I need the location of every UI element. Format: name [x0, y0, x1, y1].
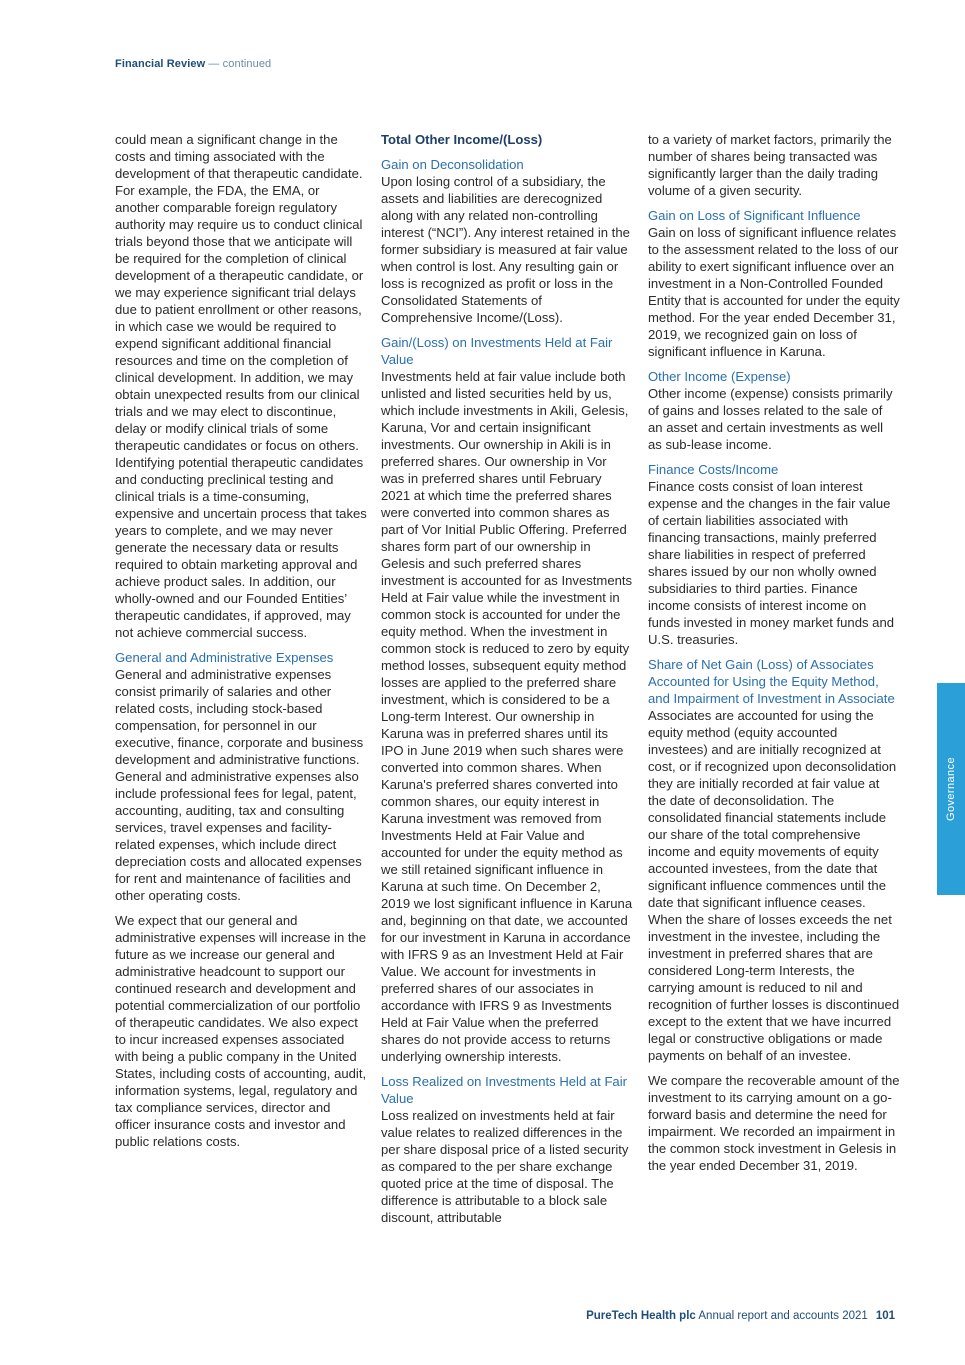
- column-right: [648, 131, 900, 1182]
- column-left: [115, 131, 367, 1158]
- paragraph: Other income (expense) consists primarily of gains and losses related to the sale of an asset and certain investments as well as sub-lease income.: [648, 386, 893, 452]
- header-continued: — continued: [205, 58, 272, 70]
- running-header: [115, 58, 271, 70]
- paragraph: Associates are accounted for using the equity method (equity accounted investees) and are initially recognized at cost, or if recognized upon deconsolidation they are initially recorded at fair value at the date of deconsolidation. The consolidated financial statements include our share of the total comprehensive income and equity movements of equity accounted investees, from the date that significant influence commences until the date that significant influence ceases. When the share of losses exceeds the net investment in the investee, including the investment in preferred shares that are considered Long-term Interests, the carrying amount is reduced to nil and recognition of further losses is discontinued except to the extent that we have incurred legal or constructive obligations or made payments on behalf of an investee.: [648, 708, 900, 1063]
- heading-other-income: Other Income (Expense): [648, 369, 791, 384]
- governance-side-tab[interactable]: [937, 683, 965, 895]
- heading-loss-realized: Loss Realized on Investments Held at Fair Value: [381, 1074, 627, 1106]
- heading-share-net-gain-associates: Share of Net Gain (Loss) of Associates Accounted for Using the Equity Method, and Impairment of Investment in Associate: [648, 657, 895, 706]
- footer-report-title: Annual report and accounts 2021: [695, 1310, 868, 1322]
- paragraph: We expect that our general and administrative expenses will increase in the future as we increase our general and administrative headcount to support our continued research and development and potential commercialization of our portfolio of therapeutic candidates. We also expect to incur increased expenses associated with being a public company in the United States, including costs of accounting, audit, information systems, legal, regulatory and tax compliance services, director and officer insurance costs and investor and public relations costs.: [115, 913, 367, 1149]
- page-number: 101: [875, 1310, 895, 1322]
- section-other-income: [648, 368, 900, 453]
- paragraph: Gain on loss of significant influence relates to the assessment related to the loss of our ability to exert significant influence over an investment in a Non-Controlled Founded Entity that is accounted for under the equity method. For the year ended December 31, 2019, we recognized gain on loss of significant influence in Karuna.: [648, 225, 900, 359]
- header-section-title: Financial Review: [115, 58, 206, 70]
- section-finance: [648, 461, 900, 648]
- section-loss-realized: [381, 1073, 633, 1226]
- side-tab-label: Governance: [945, 757, 957, 821]
- paragraph: We compare the recoverable amount of the investment to its carrying amount on a go-forward basis and determine the need for impairment. We recorded an impairment in the common stock investment in Gelesis in the year ended December 31, 2019.: [648, 1073, 900, 1173]
- page-footer: [586, 1310, 895, 1322]
- heading-gain-deconsolidation: Gain on Deconsolidation: [381, 157, 524, 172]
- heading-gain-loss-fair-value: Gain/(Loss) on Investments Held at Fair Value: [381, 335, 613, 367]
- footer-company: PureTech Health plc: [586, 1310, 696, 1322]
- heading-gain-loss-significant-influence: Gain on Loss of Significant Influence: [648, 208, 861, 223]
- section-fair-value: [381, 334, 633, 1065]
- paragraph: to a variety of market factors, primarily the number of shares being transacted was significantly larger than the daily trading volume of a given security.: [648, 132, 892, 198]
- paragraph: Loss realized on investments held at fair value relates to realized differences in the per share disposal price of a listed security as compared to the per share exchange quoted price at the time of disposal. The difference is attributable to a block sale discount, attributable: [381, 1108, 629, 1225]
- section-significant-influence: [648, 207, 900, 360]
- section-deconsolidation: [381, 156, 633, 326]
- paragraph: General and administrative expenses consist primarily of salaries and other related costs, including stock-based compensation, for personnel in our executive, finance, corporate and business development and administrative functions. General and administrative expenses also include professional fees for legal, patent, accounting, auditing, tax and consulting services, travel expenses and facility-related expenses, which include direct depreciation costs and allocated expenses for rent and maintenance of facilities and other operating costs.: [115, 667, 364, 903]
- paragraph: Upon losing control of a subsidiary, the assets and liabilities are derecognized along with any related non-controlling interest (“NCI”). Any interest retained in the former subsidiary is measured at fair value when control is lost. Any resulting gain or loss is recognized as profit or loss in the Consolidated Statements of Comprehensive Income/(Loss).: [381, 174, 630, 325]
- paragraph: Investments held at fair value include both unlisted and listed securities held by us, which include investments in Akili, Gelesis, Karuna, Vor and certain insignificant investments. Our ownership in Akili is in preferred shares. Our ownership in Vor was in preferred shares until February 2021 at which time the preferred shares were converted into common shares as part of Vor Initial Public Offering. Preferred shares form part of our ownership in Gelesis and such preferred shares investment is accounted for as Investments Held at Fair value while the investment in common stock is accounted for under the equity method. When the investment in common stock is reduced to zero by equity method losses, subsequent equity method losses are applied to the preferred share investment, which is considered to be a Long-term Interest. Our ownership in Karuna was in preferred shares until its IPO in June 2019 when such shares were converted into common shares. When Karuna's preferred shares converted into common shares, our equity interest in Karuna investment was removed from Investments Held at Fair Value and accounted for under the equity method as we still retained significant influence in Karuna at such time. On December 2, 2019 we lost significant influence in Karuna and, beginning on that date, we accounted for our investment in Karuna in accordance with IFRS 9 as an Investment Held at Fair Value. We account for investments in preferred shares of our associates in accordance with IFRS 9 as Investments Held at Fair Value when the preferred shares do not provide access to returns underlying ownership interests.: [381, 369, 633, 1064]
- section-associates: [648, 656, 900, 1064]
- paragraph: could mean a significant change in the costs and timing associated with the development of that therapeutic candidate. For example, the FDA, the EMA, or another comparable foreign regulatory authority may require us to conduct clinical trials beyond those that we anticipate will be required for the completion of clinical development of a therapeutic candidate, or we may experience significant trial delays due to patient enrollment or other reasons, in which case we would be required to expend significant additional financial resources and time on the completion of clinical development. In addition, we may obtain unexpected results from our clinical trials and we may elect to discontinue, delay or modify clinical trials of some therapeutic candidates or focus on others. Identifying potential therapeutic candidates and conducting preclinical testing and clinical trials is a time-consuming, expensive and uncertain process that takes years to complete, and we may never generate the necessary data or results required to obtain marketing approval and achieve product sales. In addition, our wholly-owned and our Founded Entities’ therapeutic candidates, if approved, may not achieve commercial success.: [115, 132, 367, 640]
- heading-finance-costs: Finance Costs/Income: [648, 462, 779, 477]
- column-middle: [381, 131, 633, 1234]
- heading-total-other-income: Total Other Income/(Loss): [381, 132, 543, 147]
- heading-general-administrative: General and Administrative Expenses: [115, 650, 334, 665]
- section-ga: [115, 649, 367, 904]
- paragraph: Finance costs consist of loan interest expense and the changes in the fair value of certain liabilities associated with financing transactions, mainly preferred share liabilities in respect of preferred shares issued by our non wholly owned subsidiaries to third parties. Finance income consists of interest income on funds invested in money market funds and U.S. treasuries.: [648, 479, 895, 647]
